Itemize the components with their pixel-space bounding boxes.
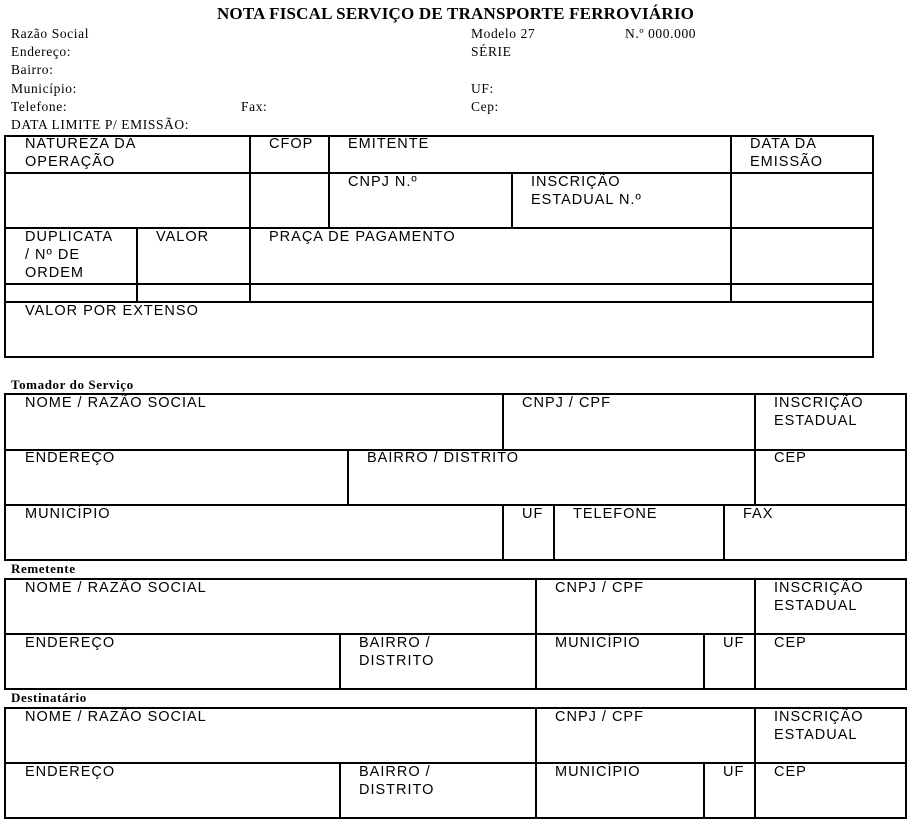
tomador-label-cnpj-cpf: CNPJ / CPF — [522, 395, 611, 411]
label-valor-extenso: VALOR POR EXTENSO — [25, 303, 199, 319]
header-bairro: Bairro: — [11, 62, 54, 77]
header-razao-social: Razão Social — [11, 26, 90, 41]
remetente-label-nome: NOME / RAZÃO SOCIAL — [25, 580, 207, 596]
header-cep: Cep: — [471, 99, 499, 114]
remetente-label-endereco: ENDEREÇO — [25, 635, 116, 651]
label-duplicata: DUPLICATA / Nº DE ORDEM — [25, 229, 114, 281]
tomador-vline-c — [347, 449, 349, 505]
destinatario-vline-b — [754, 707, 756, 819]
header-uf: UF: — [471, 81, 494, 96]
label-cnpj-emitente: CNPJ N.º — [348, 174, 418, 190]
remetente-vline-c — [339, 633, 341, 690]
tomador-vline-f — [723, 504, 725, 561]
destinatario-label-municipio: MUNICÍPIO — [555, 764, 641, 780]
destinatario-vline-d — [703, 762, 705, 819]
header-fax: Fax: — [241, 99, 268, 114]
operacao-vline-e — [136, 227, 138, 302]
destinatario-label-cep: CEP — [774, 764, 807, 780]
destinatario-row-line-1 — [4, 762, 907, 764]
header-numero: N.º 000.000 — [625, 26, 697, 41]
operacao-vline-a — [249, 135, 251, 228]
tomador-label-municipio: MUNICÍPIO — [25, 506, 111, 522]
section-title-tomador: Tomador do Serviço — [11, 377, 134, 392]
tomador-label-bairro: BAIRRO / DISTRITO — [367, 450, 520, 466]
header-telefone: Telefone: — [11, 99, 68, 114]
section-title-remetente: Remetente — [11, 561, 76, 576]
destinatario-label-nome: NOME / RAZÃO SOCIAL — [25, 709, 207, 725]
remetente-label-inscricao: INSCRIÇÃO ESTADUAL — [774, 580, 864, 614]
tomador-label-cep: CEP — [774, 450, 807, 466]
tomador-label-nome: NOME / RAZÃO SOCIAL — [25, 395, 207, 411]
operacao-row-line-3 — [4, 283, 874, 285]
remetente-vline-d — [703, 633, 705, 690]
remetente-label-cnpj-cpf: CNPJ / CPF — [555, 580, 644, 596]
remetente-row-line-1 — [4, 633, 907, 635]
section-title-destinatario: Destinatário — [11, 690, 87, 705]
destinatario-label-cnpj-cpf: CNPJ / CPF — [555, 709, 644, 725]
remetente-label-cep: CEP — [774, 635, 807, 651]
header-modelo: Modelo 27 — [471, 26, 536, 41]
tomador-vline-d — [502, 504, 504, 561]
destinatario-label-bairro: BAIRRO / DISTRITO — [359, 764, 435, 798]
header-endereco: Endereço: — [11, 44, 72, 59]
destinatario-vline-c — [339, 762, 341, 819]
label-natureza-operacao: NATUREZA DA OPERAÇÃO — [25, 136, 137, 170]
remetente-label-bairro: BAIRRO / DISTRITO — [359, 635, 435, 669]
tomador-box — [4, 393, 907, 561]
header-serie: SÉRIE — [471, 44, 512, 59]
destinatario-vline-a — [535, 707, 537, 819]
destinatario-label-endereco: ENDEREÇO — [25, 764, 116, 780]
tomador-vline-a — [502, 393, 504, 450]
tomador-label-endereco: ENDEREÇO — [25, 450, 116, 466]
header-data-limite: DATA LIMITE P/ EMISSÃO: — [11, 117, 190, 132]
label-valor: VALOR — [156, 229, 210, 245]
remetente-label-uf: UF — [723, 635, 745, 651]
tomador-vline-e — [553, 504, 555, 561]
destinatario-label-uf: UF — [723, 764, 745, 780]
label-praca-pagamento: PRAÇA DE PAGAMENTO — [269, 229, 456, 245]
remetente-vline-b — [754, 578, 756, 690]
header-municipio: Município: — [11, 81, 77, 96]
operacao-vline-d — [511, 172, 513, 228]
operacao-vline-f — [249, 227, 251, 302]
tomador-vline-b — [754, 393, 756, 505]
label-data-emissao: DATA DA EMISSÃO — [750, 136, 824, 170]
tomador-label-fax: FAX — [743, 506, 774, 522]
remetente-vline-a — [535, 578, 537, 690]
label-emitente: EMITENTE — [348, 136, 430, 152]
operacao-vline-g — [730, 227, 732, 302]
tomador-label-telefone: TELEFONE — [573, 506, 658, 522]
label-cfop: CFOP — [269, 136, 314, 152]
operacao-vline-b — [328, 135, 330, 228]
tomador-label-inscricao: INSCRIÇÃO ESTADUAL — [774, 395, 864, 429]
operacao-vline-c — [730, 135, 732, 228]
document-title: NOTA FISCAL SERVIÇO DE TRANSPORTE FERROVIÁRIO — [216, 4, 695, 23]
destinatario-label-inscricao: INSCRIÇÃO ESTADUAL — [774, 709, 864, 743]
label-inscricao-emitente: INSCRIÇÃO ESTADUAL N.º — [531, 174, 642, 208]
tomador-label-uf: UF — [522, 506, 544, 522]
operacao-row-line-1 — [4, 172, 874, 174]
remetente-label-municipio: MUNICÍPIO — [555, 635, 641, 651]
